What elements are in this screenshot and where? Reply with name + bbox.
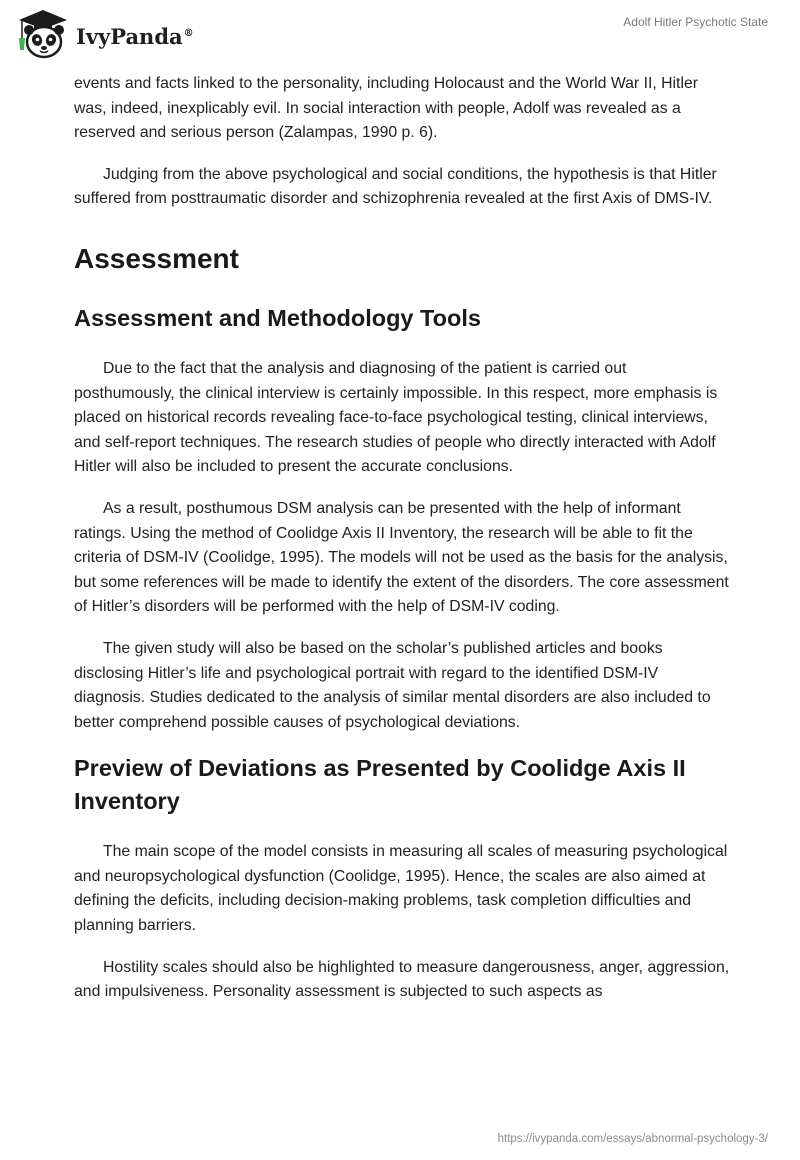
registered-mark: ® [183, 27, 194, 39]
subheading-methodology-tools: Assessment and Methodology Tools [74, 304, 481, 331]
section-heading-assessment: Assessment [74, 242, 239, 274]
page-header [0, 0, 800, 70]
paragraph-hypothesis: Judging from the above psychological and social conditions, the hypothesis is that Hitler suffered from posttraumatic disorder and schizophrenia revealed at the first Axis of DMS-IV. [74, 165, 717, 208]
brand-wordmark: IvyPanda [76, 23, 183, 49]
ivypanda-logo[interactable] [14, 8, 194, 62]
paragraph-hostility-scales: Hostility scales should also be highlighted to measure dangerousness, anger, aggression, and impulsiveness. Personality assessment is subjected to such aspects as [74, 958, 730, 1001]
paragraph-methodology: Due to the fact that the analysis and diagnosing of the patient is carried out posthumously, the clinical interview is certainly impossible. In this respect, more emphasis is placed on historical records revealing face-to-face psychological testing, clinical interviews, and self-report techniques. The research studies of people who directly interacted with Adolf Hitler will also be included to present the accurate conclusions. [74, 359, 718, 476]
paragraph-model-scope: The main scope of the model consists in measuring all scales of measuring psychological and neuropsychological dysfunction (Coolidge, 1995). Hence, the scales are also aimed at defining the deficits, including decision-making problems, task completion difficulties and planning barriers. [74, 843, 728, 935]
essay-body [74, 72, 730, 1022]
subheading-preview-deviations: Preview of Deviations as Presented by Coolidge Axis II Inventory [74, 755, 686, 815]
paragraph-sources: The given study will also be based on the scholar’s published articles and books disclosing Hitler’s life and psychological portrait with regard to the identified DSM-IV diagnosis. Studies dedicated to the analysis of similar mental disorders are also included to better comprehend possible causes of psychological deviations. [74, 639, 711, 731]
paragraph-dsm-analysis: As a result, posthumous DSM analysis can be presented with the help of informant ratings. Using the method of Coolidge Axis II Inventory, the research will be able to fit the criteria of DSM-IV (Coolidge, 1995). The models will not be used as the basis for the analysis, but some references will be made to identify the extent of the disorders. The core assessment of Hitler’s disorders will be performed with the help of DSM-IV coding. [74, 499, 729, 616]
running-title: Adolf Hitler Psychotic State [623, 15, 768, 29]
paragraph-continued: events and facts linked to the personality, including Holocaust and the World War II, Hitler was, indeed, inexplicably evil. In social interaction with people, Adolf was revealed as a reserved and serious person (Zalampas, 1990 p. 6). [74, 75, 698, 142]
brand-name [76, 24, 194, 49]
source-url[interactable]: https://ivypanda.com/essays/abnormal-psychology-3/ [497, 1133, 768, 1145]
panda-graduate-icon [14, 8, 72, 62]
